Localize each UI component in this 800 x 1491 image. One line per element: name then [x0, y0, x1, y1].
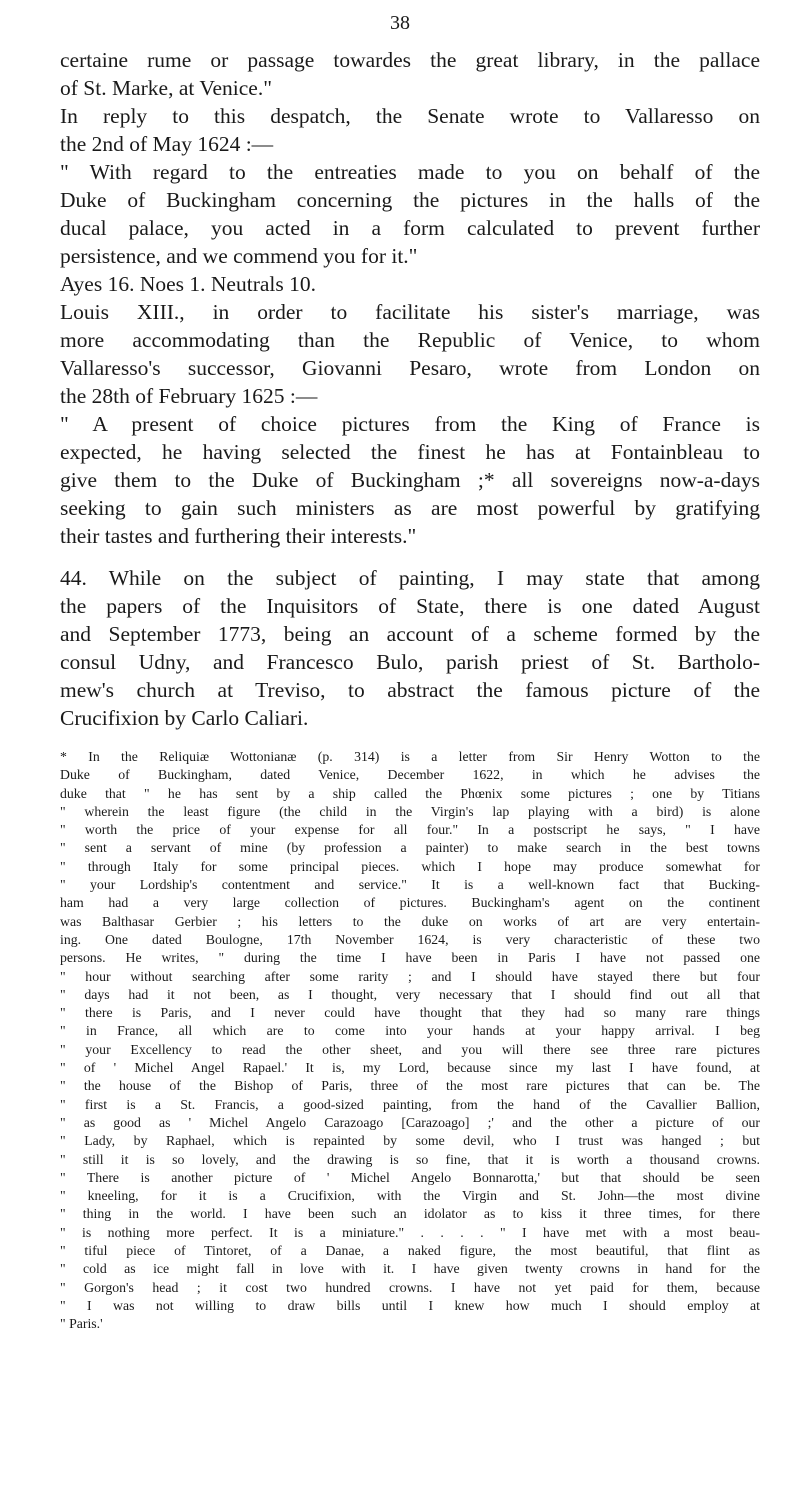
text-line: 44. While on the subject of painting, I may state that among — [60, 566, 760, 590]
footnote — [60, 748, 760, 1334]
main-text — [60, 46, 760, 1334]
footnote-line: " in France, all which are to come into your hands at your happy arrival. I beg — [60, 1023, 760, 1039]
text-line: Duke of Buckingham concerning the pictures in the halls of the — [60, 188, 760, 212]
text-line: ducal palace, you acted in a form calculated to prevent further — [60, 216, 760, 240]
footnote-line: was Balthasar Gerbier ; his letters to the duke on works of art are very entertain- — [60, 913, 760, 929]
text-line: give them to the Duke of Buckingham ;* all sovereigns now-a-days — [60, 468, 760, 492]
footnote-line: " thing in the world. I have been such an idolator as to kiss it three times, for there — [60, 1206, 760, 1222]
text-line: more accommodating than the Republic of Venice, to whom — [60, 328, 760, 352]
footnote-line: " as good as ' Michel Angelo Carazoago [Carazoago] ;' and the other a picture of our — [60, 1114, 760, 1130]
text-line: certaine rume or passage towardes the great library, in the pallace — [60, 48, 760, 72]
text-line: " With regard to the entreaties made to you on behalf of the — [60, 160, 760, 184]
footnote-line: duke that " he has sent by a ship called the Phœnix some pictures ; one by Titians — [60, 785, 760, 801]
footnote-line: " days had it not been, as I thought, very necessary that I should find out all that — [60, 986, 760, 1002]
page-number: 38 — [390, 12, 410, 34]
text-line: Vallaresso's successor, Giovanni Pesaro, wrote from London on — [60, 356, 760, 380]
footnote-separator — [60, 732, 760, 748]
footnote-line: " the house of the Bishop of Paris, three of the most rare pictures that can be. The — [60, 1078, 760, 1094]
footnote-line: " is nothing more perfect. It is a miniature." . . . . " I have met with a most beau- — [60, 1224, 760, 1240]
footnote-line: " tiful piece of Tintoret, of a Danae, a naked figure, the most beautiful, that flint as — [60, 1243, 760, 1259]
footnote-line: " sent a servant of mine (by profession a painter) to make search in the best towns — [60, 840, 760, 856]
footnote-line: * In the Reliquiæ Wottonianæ (p. 314) is a letter from Sir Henry Wotton to the — [60, 749, 760, 764]
text-line: the papers of the Inquisitors of State, there is one dated August — [60, 594, 760, 618]
footnote-line: " there is Paris, and I never could have thought that they had so many rare things — [60, 1005, 760, 1021]
text-line: consul Udny, and Francesco Bulo, parish priest of St. Bartholo- — [60, 650, 760, 674]
text-line: Ayes 16. Noes 1. Neutrals 10. — [60, 272, 316, 296]
text-line: and September 1773, being an account of a scheme formed by the — [60, 622, 760, 646]
paragraph-gap — [60, 550, 760, 564]
text-line: the 28th of February 1625 :— — [60, 384, 318, 408]
footnote-line: " worth the price of your expense for all four." In a postscript he says, " I have — [60, 822, 760, 838]
footnote-line: " Lady, by Raphael, which is repainted by some devil, who I trust was hanged ; but — [60, 1133, 760, 1149]
footnote-line: " cold as ice might fall in love with it. I have given twenty crowns in hand for the — [60, 1261, 760, 1277]
text-line: Crucifixion by Carlo Caliari. — [60, 706, 309, 730]
footnote-line: " kneeling, for it is a Crucifixion, with the Virgin and St. John—the most divine — [60, 1188, 760, 1204]
footnote-line: " Gorgon's head ; it cost two hundred crowns. I have not yet paid for them, because — [60, 1279, 760, 1295]
footnote-line: " through Italy for some principal pieces. which I hope may produce somewhat for — [60, 858, 760, 874]
footnote-line: " There is another picture of ' Michel Angelo Bonnarotta,' but that should be seen — [60, 1169, 760, 1185]
footnote-line: Duke of Buckingham, dated Venice, December 1622, in which he advises the — [60, 767, 760, 783]
footnote-line: ham had a very large collection of pictures. Buckingham's agent on the continent — [60, 895, 760, 911]
footnote-line: " wherein the least figure (the child in the Virgin's lap playing with a bird) is alone — [60, 803, 760, 819]
footnote-line: " Paris.' — [60, 1316, 103, 1332]
text-line: " A present of choice pictures from the King of France is — [60, 412, 760, 436]
footnote-line: " of ' Michel Angel Rapael.' It is, my Lord, because since my last I have found, at — [60, 1060, 760, 1076]
footnote-line: " your Lordship's contentment and service." It is a well-known fact that Bucking- — [60, 877, 760, 893]
text-line: Louis XIII., in order to facilitate his sister's marriage, was — [60, 300, 760, 324]
footnote-line: " your Excellency to read the other sheet, and you will there see three rare pictures — [60, 1041, 760, 1057]
text-line: persistence, and we commend you for it." — [60, 244, 418, 268]
text-line: expected, he having selected the finest he has at Fontainbleau to — [60, 440, 760, 464]
footnote-line: " first is a St. Francis, a good-sized painting, from the hand of the Cavallier Ballion, — [60, 1096, 760, 1112]
footnote-line: persons. He writes, " during the time I have been in Paris I have not passed one — [60, 950, 760, 966]
text-line: seeking to gain such ministers as are most powerful by gratifying — [60, 496, 760, 520]
footnote-line: " I was not willing to draw bills until I knew how much I should employ at — [60, 1297, 760, 1313]
text-line: the 2nd of May 1624 :— — [60, 132, 274, 156]
text-line: their tastes and furthering their interests." — [60, 524, 417, 548]
text-line: of St. Marke, at Venice." — [60, 76, 272, 100]
footnote-line: " hour without searching after some rarity ; and I should have stayed there but four — [60, 968, 760, 984]
text-line: In reply to this despatch, the Senate wrote to Vallaresso on — [60, 104, 760, 128]
text-line: mew's church at Treviso, to abstract the famous picture of the — [60, 678, 760, 702]
footnote-line: " still it is so lovely, and the drawing is so fine, that it is worth a thousand crowns. — [60, 1151, 760, 1167]
footnote-line: ing. One dated Boulogne, 17th November 1624, is very characteristic of these two — [60, 931, 760, 947]
